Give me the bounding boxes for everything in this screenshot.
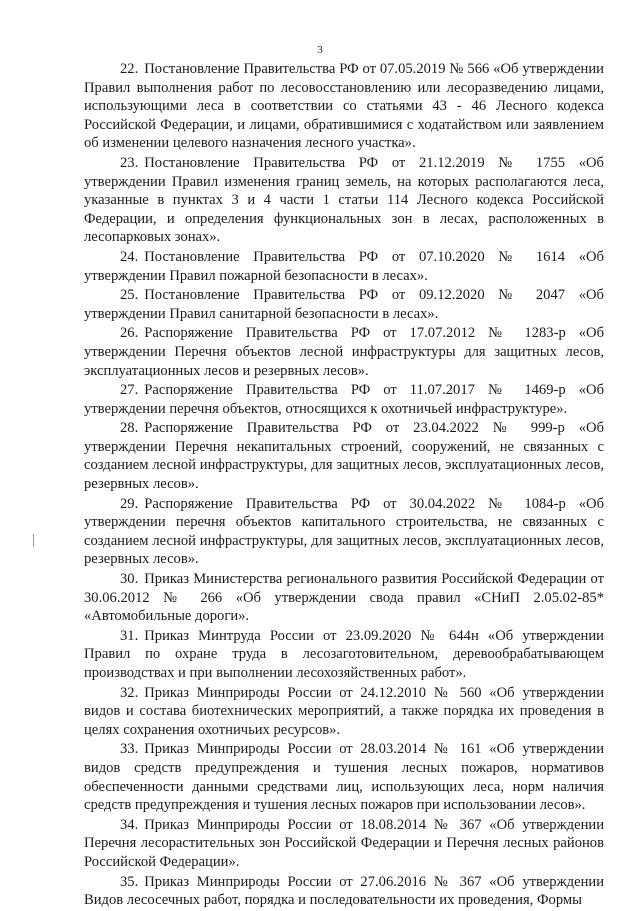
item-number: 26. [120,325,139,342]
list-item [84,570,604,626]
item-text: Приказ Минприроды России от 27.06.2016 № 367 «Об утверждении Видов лесосечных работ, порядка и последовательности их проведения, Формы [84,873,604,909]
item-text: Постановление Правительства РФ от 07.10.2020 № 1614 «Об утверждении Правил пожарной безопасности в лесах». [84,248,604,284]
list-item [84,286,604,323]
item-text: Постановление Правительства РФ от 09.12.2020 № 2047 «Об утверждении Правил санитарной безопасности в лесах». [84,287,604,322]
list-item [84,627,604,683]
item-text: Распоряжение Правительства РФ от 11.07.2017 № 1469-р «Об утверждении перечня объектов, относящихся к охотничьей инфраструктуре». [84,382,604,417]
item-number: 34. [120,816,139,833]
list-item [84,495,604,569]
item-number: 23. [120,154,139,171]
item-number: 27. [120,382,139,399]
item-text: Постановление Правительства РФ от 07.05.2019 № 566 «Об утверждении Правил выполнения работ по лесовосстановлению или лесоразведению лицами, использующими леса в соответствии со статьями 43 - 46 Лесного кодекса Российской Федерации, и лицами, обратившимися с ходатайством или заявлением об изменении целевого назначения лесного участка». [84,61,604,152]
item-number: 22. [120,61,139,77]
item-number: 28. [120,420,139,437]
list-item [84,684,604,740]
item-text: Приказ Минприроды России от 24.12.2010 № 560 «Об утверждении видов и состава биотехнических мероприятий, а также порядка их проведения в целях сохранения охотничьих ресурсов». [84,684,604,738]
item-text: Распоряжение Правительства РФ от 30.04.2022 № 1084-р «Об утверждении перечня объектов капитального строительства, не связанных с созданием лесной инфраструктуры, для защитных лесов, эксплуатационных лесов, резервных лесов». [84,495,604,568]
list-item [84,419,604,493]
item-text: Распоряжение Правительства РФ от 17.07.2012 № 1283-р «Об утверждении Перечня объектов лесной инфраструктуры для защитных лесов, эксплуатационных лесов и резервных лесов». [84,325,604,379]
list-item [84,381,604,418]
page-number: 3 [317,44,323,56]
list-item [84,740,604,814]
scan-margin-mark [33,534,34,547]
item-number: 24. [120,248,139,265]
item-text: Приказ Минприроды России от 18.08.2014 № 367 «Об утверждении Перечня лесорастительных зон Российской Федерации и Перечня лесных районов Российской Федерации». [84,816,604,870]
item-number: 31. [120,627,139,644]
item-text: Приказ Министерства регионального развития Российской Федерации от 30.06.2012 № 266 «Об утверждении свода правил «СНиП 2.05.02-85* «Автомобильные дороги». [84,571,604,625]
item-number: 33. [120,741,139,758]
item-text: Распоряжение Правительства РФ от 23.04.2022 № 999-р «Об утверждении Перечня некапитальных строений, сооружений, не связанных с созданием лесной инфраструктуры, для защитных лесов, эксплуатационных лесов, резервных лесов». [84,420,604,493]
item-text: Приказ Минприроды России от 28.03.2014 № 161 «Об утверждении видов средств предупреждения и тушения лесных пожаров, нормативов обеспеченности данными средствами лиц, использующих леса, норм наличия средств предупреждения и тушения лесных пожаров при использовании лесов». [84,741,604,814]
item-text: Постановление Правительства РФ от 21.12.2019 № 1755 «Об утверждении Правил изменения границ земель, на которых располагаются леса, указанные в пунктах 3 и 4 части 1 статьи 114 Лесного кодекса Российской Федерации, и определения функциональных зон в лесах, расположенных в лесопарковых зонах». [84,154,604,246]
item-number: 25. [120,287,139,304]
item-number: 29. [120,495,139,512]
item-number: 30. [120,571,139,588]
item-text: Приказ Минтруда России от 23.09.2020 № 644н «Об утверждении Правил по охране труда в лесозаготовительном, деревообрабатывающем производствах и при выполнении лесохозяйственных работ». [84,627,604,681]
item-number: 32. [120,684,139,701]
list-item [84,873,604,910]
list-item [84,816,604,872]
item-number: 35. [120,873,139,890]
list-item [84,324,604,380]
list-item [84,60,604,153]
list-item [84,248,604,285]
list-item [84,154,604,247]
document-body [84,60,604,911]
